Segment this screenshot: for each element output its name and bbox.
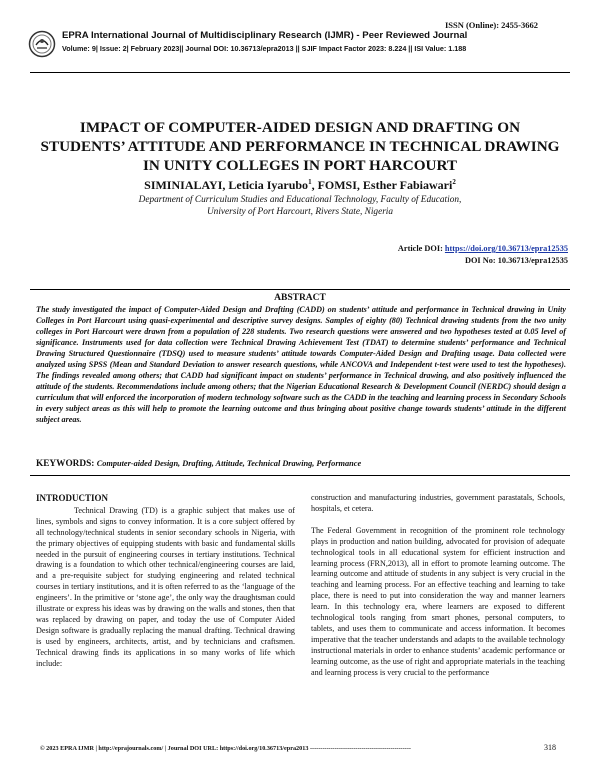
journal-header [28, 30, 467, 58]
doi-link[interactable]: https://doi.org/10.36713/epra12535 [444, 244, 568, 253]
doi-label: Article DOI: [397, 244, 445, 253]
right-column [311, 493, 565, 679]
affiliation [40, 194, 560, 218]
doi-number: DOI No: 10.36713/epra12535 [464, 256, 568, 265]
journal-meta: Volume: 9| Issue: 2| February 2023|| Journal DOI: 10.36713/epra2013 || SJIF Impact Factor 2023: 8.224 || ISI Value: 1.188 [62, 44, 467, 53]
author-separator: , [311, 178, 318, 192]
intro-paragraph: Technical Drawing (TD) is a graphic subject that makes use of lines, symbols and signs to convey information. It is a core subject offered by all technology/technical students in senior secondary schools in Nigeria, with the primary objectives of equipping students with basic and fundamental skills needed in the pursuit of engineering courses in tertiary institutions. Technical drawing is a foundation to which other technical/engineering courses are laid, and a pre-requisite subject for studying engineering and related technical courses in tertiary institutions, and it is often referred to as the ‘language of the engineers’. In the primitive or ‘stone age’, the only way the draughtsman could illustrate or express his ideas was by drawing on the walls and stones, then that was replaced by drawing on paper, and today the use of Computer Aided Design software is gradually replacing the manual drafting. Technical drawing is used by engineers, architects, artist, and by technicians and craftsmen. Technical drawing finds its applications in so many works of life which include: [36, 505, 295, 668]
right-paragraph-1: construction and manufacturing industries, government parastatals, Schools, hospitals, et cetera. [311, 493, 565, 513]
header-rule [30, 72, 570, 73]
issn-label: ISSN (Online): 2455-3662 [444, 20, 538, 30]
intro-heading: INTRODUCTION [36, 493, 109, 503]
author-1-affil-mark: 1 [308, 178, 312, 186]
paper-title: IMPACT OF COMPUTER-AIDED DESIGN AND DRAFTING ON STUDENTS’ ATTITUDE AND PERFORMANCE IN TECHNICAL DRAWING IN UNITY COLLEGES IN PORT HARCOURT [40, 119, 560, 174]
journal-title: EPRA International Journal of Multidisciplinary Research (IJMR) - Peer Reviewed Journal [62, 30, 468, 41]
article-doi-block [398, 243, 568, 267]
keywords-label: KEYWORDS: [36, 459, 97, 469]
page-footer: © 2023 EPRA IJMR | http://eprajournals.com/ | Journal DOI URL: https://doi.org/10.36713/epra2013 ------------------------------------------------- [40, 745, 411, 752]
author-1: SIMINIALAYI, Leticia Iyarubo [144, 178, 309, 192]
affiliation-line-2: University of Port Harcourt, Rivers State, Nigeria [206, 207, 394, 217]
journal-logo-icon [28, 30, 56, 58]
abstract-top-rule [30, 289, 570, 290]
author-line [40, 178, 560, 193]
abstract-heading: ABSTRACT [274, 293, 326, 303]
left-column [36, 493, 295, 670]
keywords-line [36, 459, 566, 469]
affiliation-line-1: Department of Curriculum Studies and Educational Technology, Faculty of Education, [138, 195, 462, 205]
abstract-bottom-rule [30, 475, 570, 476]
author-2-affil-mark: 2 [452, 178, 456, 186]
author-2: FOMSI, Esther Fabiawari [317, 178, 453, 192]
keywords-list: Computer-aided Design, Drafting, Attitude, Technical Drawing, Performance [96, 459, 362, 468]
right-paragraph-2: The Federal Government in recognition of the prominent role technology plays in production and nation building, advocated for provision of adequate technological tools in all educational system for efficient instruction and learning process (FRN,2013), all in effort to promote learning outcome. The learning outcome and attitude of students in any subject is very crucial in the teaching and learning process. For an effective teaching and learning to take place, there is need to put into consideration the way and manner learners learn. In this technology era, where learners are exposed to different technological tools ranging from smart phones, personal computers, to tablets, and uses them to communicate and access information. It becomes imperative that the teacher understands and adapts to the available technology instructional materials in order to enhance students’ academic performance or learning outcome, as the use of right and appropriate materials in the teaching and learning process is very crucial to the performance [311, 525, 565, 677]
page-number: 318 [544, 743, 556, 752]
abstract-text: The study investigated the impact of Computer-Aided Design and Drafting (CADD) on students’ attitude and performance in Technical drawing in Unity Colleges in Port Harcourt using quasi-experimental and descriptive survey designs. Samples of eighty (80) Technical drawing students from the two unity colleges in Port Harcourt were drawn from a population of 228 students. Two research questions were answered and two hypotheses tested at 0.05 level of significance. Instruments used for data collection were Technical Drawing Achievement Test (TDAT) to determine students’ performance and Technical Drawing Structured Questionnaire (TDSQ) used to measure students’ attitude towards Computer-Aided Design and Drafting usage. Data collected were analyzed using SPSS (Mean and Standard Deviation to answer research questions, while ANCOVA and Independent t-test were used to test the hypotheses). The findings revealed among others; that CADD had significant impact on students’ performance in Technical drawing, and also positively influenced the attitude of the students. Recommendations include among others; that the Nigerian Educational Research & Development Council (NERDC) should design a curriculum that will enforced the incorporation of modern technology software such as the CADD in the teaching and learning process in Secondary Schools in every subject areas as this will help to promote the learning outcome and thus bringing about positive change towards students’ attitude in the different subject areas. [36, 305, 566, 424]
